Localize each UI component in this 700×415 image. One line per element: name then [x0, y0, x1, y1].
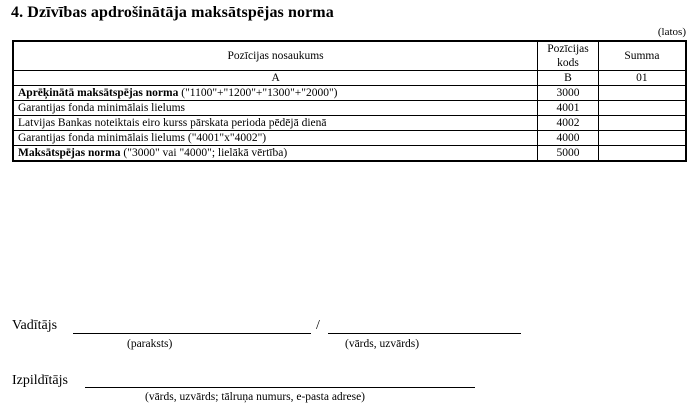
row-code: 4001: [538, 101, 599, 116]
letter-sum: 01: [598, 71, 686, 86]
row-name: [13, 131, 538, 146]
table-row: [13, 101, 686, 116]
manager-signature-line[interactable]: [73, 333, 311, 334]
row-name: [13, 86, 538, 101]
row-name: [13, 101, 538, 116]
name-hint: (vārds, uzvārds): [345, 338, 420, 350]
unit-label: (latos): [657, 26, 686, 38]
table-row: [13, 116, 686, 131]
row-name-bold: Aprēķinātā maksātspējas norma: [18, 87, 179, 99]
table-row: [13, 146, 686, 162]
letter-name: A: [13, 71, 538, 86]
row-name: [13, 146, 538, 162]
table-row: [13, 131, 686, 146]
header-code: Pozīcijas kods: [538, 41, 599, 71]
row-sum[interactable]: [598, 86, 686, 101]
letter-code: B: [538, 71, 599, 86]
row-code: 4000: [538, 131, 599, 146]
table-row: [13, 86, 686, 101]
signature-separator: /: [316, 318, 320, 333]
row-name-rest: Garantijas fonda minimālais lielums: [18, 102, 186, 114]
solvency-table: [12, 40, 687, 162]
executor-label: Izpildītājs: [12, 373, 68, 388]
row-sum[interactable]: [598, 101, 686, 116]
section-title: 4. Dzīvības apdrošinātāja maksātspējas norma: [11, 4, 334, 21]
header-sum: Summa: [598, 41, 686, 71]
row-code: 4002: [538, 116, 599, 131]
table-header-row: [13, 41, 686, 71]
row-code: 3000: [538, 86, 599, 101]
executor-hint: (vārds, uzvārds; tālruņa numurs, e-pasta adrese): [145, 391, 366, 403]
row-sum[interactable]: [598, 146, 686, 162]
row-sum[interactable]: [598, 131, 686, 146]
row-name-rest: Garantijas fonda minimālais lielums ("4001"x"4002"): [18, 132, 267, 144]
row-code: 5000: [538, 146, 599, 162]
manager-label: Vadītājs: [12, 318, 58, 333]
row-name-rest: ("3000" vai "4000"; lielākā vērtība): [120, 147, 288, 159]
signature-hint: (paraksts): [127, 338, 173, 350]
row-name: [13, 116, 538, 131]
row-name-rest: Latvijas Bankas noteiktais eiro kurss pārskata perioda pēdējā dienā: [18, 117, 327, 129]
executor-line[interactable]: [85, 387, 475, 388]
row-sum[interactable]: [598, 116, 686, 131]
row-name-bold: Maksātspējas norma: [18, 147, 121, 159]
manager-name-line[interactable]: [328, 333, 521, 334]
table-letter-row: [13, 71, 686, 86]
header-name: Pozīcijas nosaukums: [13, 41, 538, 71]
row-name-rest: ("1100"+"1200"+"1300"+"2000"): [178, 87, 338, 99]
